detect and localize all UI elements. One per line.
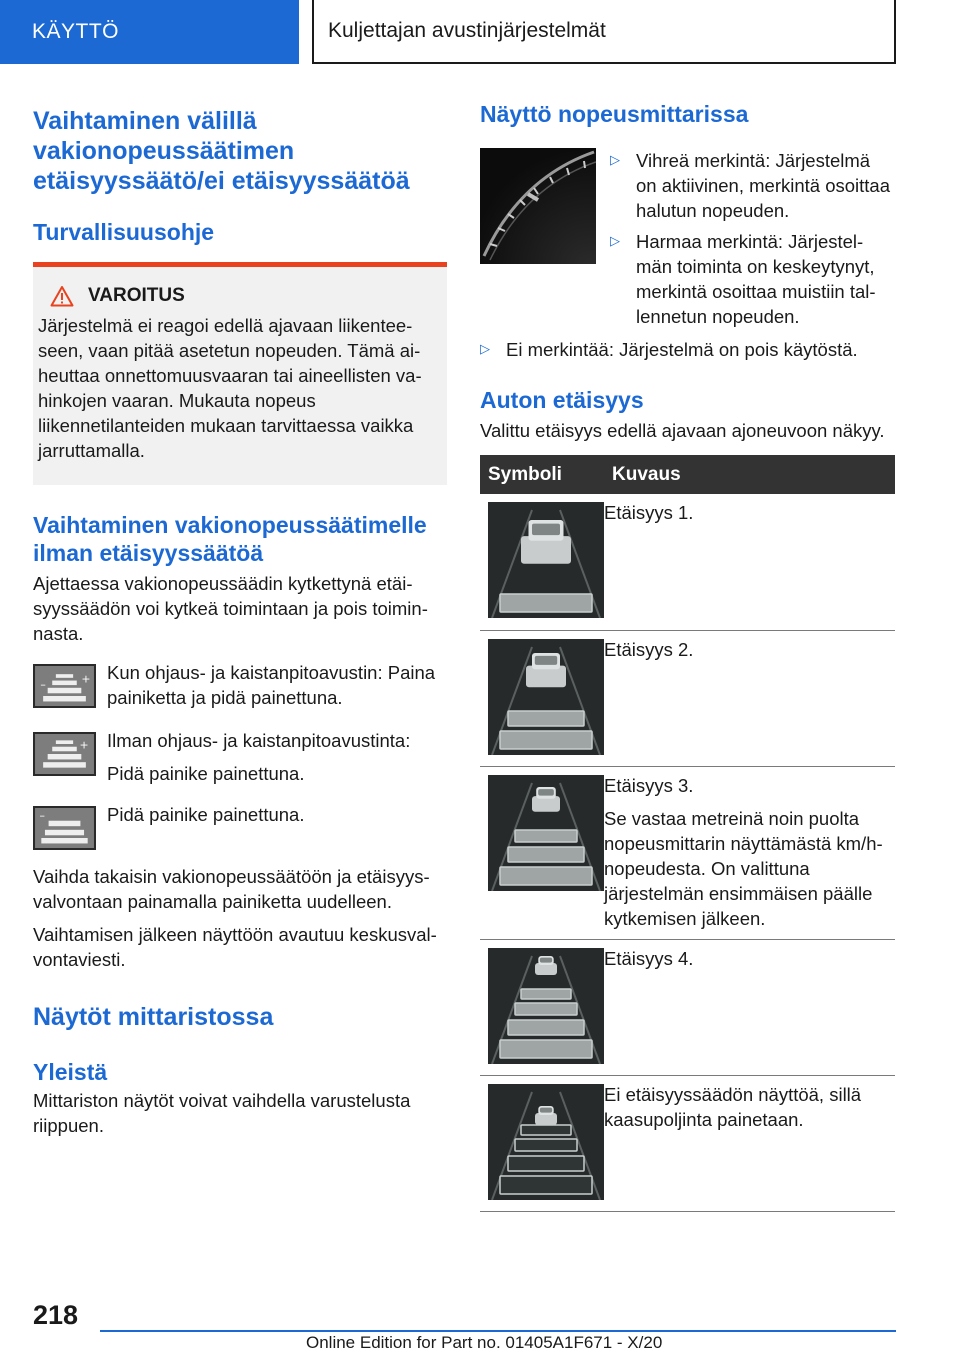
bullet-triangle-icon: ▷ — [610, 152, 620, 167]
description-line: Etäisyys 2. — [604, 638, 694, 660]
warning-title: VAROITUS — [88, 285, 185, 306]
bullet-triangle-icon: ▷ — [480, 341, 490, 356]
section-tab[interactable]: KÄYTTÖ — [0, 0, 299, 64]
intro-text: Ajettaessa vakionopeussäädin kytkettynä etäi-syyssäädön voi kytkeä toimintaan ja pois toimin-nasta. — [33, 573, 428, 644]
svg-text:+: + — [81, 672, 91, 686]
distance-symbol-image — [488, 1084, 604, 1200]
heading-switch-cruise: Vaihtaminen välillä vakionopeussäätimen etäisyyssäätö/ei etäisyyssäätöä — [33, 107, 410, 195]
svg-text:+: + — [79, 738, 89, 752]
distance-symbol-image — [488, 948, 604, 1064]
description-line: Etäisyys 3. — [604, 774, 694, 796]
distance-table — [480, 455, 895, 1212]
right-column — [480, 100, 895, 1212]
symbol-cell — [480, 766, 604, 939]
warning-text: Järjestelmä ei reagoi edellä ajavaan liikentee-seen, vaan pitää asetetun nopeuden. Tämä ai-heuttaa onnettomuusvaaran tai aineellisten va-hinkojen vaaran. Mukauta nopeus liikennetilanteiden mukaan tarvittaessa vaikka jarruttamalla. — [38, 315, 422, 461]
bullet-grey-text: Harmaa merkintä: Järjestel-män toiminta on keskeytynyt, merkintä osoittaa muistiin tal-lennetun nopeuden. — [636, 231, 876, 327]
speedometer-display-row — [480, 148, 895, 329]
heading-cluster-displays: Näytöt mittaristossa — [33, 1003, 274, 1031]
after-switch-text: Vaihtamisen jälkeen näyttöön avautuu keskusval-vontaviesti. — [33, 924, 437, 970]
footer-rule — [100, 1330, 896, 1332]
heading-car-distance: Auton etäisyys — [480, 387, 644, 413]
heading-safety: Turvallisuusohje — [33, 219, 215, 245]
distance-button-icon[interactable] — [33, 806, 96, 850]
button-row-2-text — [107, 728, 447, 786]
warning-triangle-icon — [50, 285, 74, 307]
warning-header — [38, 285, 447, 307]
description-line: Etäisyys 1. — [604, 502, 694, 523]
button-row-2-line-1: Ilman ohjaus- ja kaistanpitoavustinta: — [107, 730, 411, 751]
description-line: Etäisyys 4. — [604, 947, 694, 969]
bullet-grey-marker — [610, 229, 895, 329]
symbol-cell — [480, 939, 604, 1075]
table-row — [480, 630, 895, 766]
symbol-cell — [480, 630, 604, 766]
chapter-title: Kuljettajan avustinjärjestelmät — [312, 0, 896, 64]
description-cell — [604, 630, 895, 766]
table-header-row — [480, 455, 895, 494]
speedometer-bullets — [610, 148, 895, 329]
edition-text: Online Edition for Part no. 01405A1F671 - X/20 — [306, 1333, 663, 1352]
button-row-1 — [33, 660, 447, 710]
speedometer-image — [480, 148, 596, 264]
distance-symbol-image — [488, 775, 604, 891]
left-column — [33, 106, 447, 1138]
table-row — [480, 1075, 895, 1211]
button-row-3-text: Pidä painike painettuna. — [107, 804, 305, 825]
description-line: Se vastaa metreinä noin puolta nopeusmittarin näyttämästä km/h-nopeudesta. On valittuna järjestelmän ensimmäisen päälle kytkemisen jälkeen. — [604, 807, 883, 929]
column-header-description: Kuvaus — [604, 455, 895, 494]
distance-symbol-image — [488, 639, 604, 755]
description-cell — [604, 494, 895, 630]
description-cell — [604, 766, 895, 939]
bullet-green-marker — [610, 148, 895, 223]
button-row-2-line-2: Pidä painike painettuna. — [107, 763, 305, 784]
bullet-no-marker-text: Ei merkintää: Järjestelmä on pois käytöstä. — [506, 339, 858, 360]
distance-button-icon[interactable] — [33, 664, 96, 708]
heading-switch-no-distance: Vaihtaminen vakionopeussäätimelle ilman etäisyyssäätöä — [33, 512, 427, 566]
table-row — [480, 939, 895, 1075]
warning-box — [33, 262, 447, 485]
table-row — [480, 766, 895, 939]
distance-button-icon[interactable] — [33, 732, 96, 776]
description-cell — [604, 1075, 895, 1211]
switch-back-text: Vaihda takaisin vakionopeussäätöön ja etäisyys-valvontaan painamalla painiketta uudelleen. — [33, 866, 430, 912]
bullet-triangle-icon: ▷ — [610, 233, 620, 248]
general-text: Mittariston näytöt voivat vaihdella varustelusta riippuen. — [33, 1090, 411, 1136]
distance-symbol-image — [488, 502, 604, 618]
symbol-cell — [480, 494, 604, 630]
column-header-symbol: Symboli — [480, 455, 604, 494]
button-row-3 — [33, 802, 447, 850]
heading-general: Yleistä — [33, 1059, 108, 1085]
heading-speedometer-display: Näyttö nopeusmittarissa — [480, 101, 749, 127]
bullet-no-marker — [480, 337, 895, 362]
description-line: Ei etäisyyssäädön näyttöä, sillä kaasupoljinta painetaan. — [604, 1083, 862, 1130]
description-cell — [604, 939, 895, 1075]
svg-text:–: – — [40, 677, 46, 691]
page-number: 218 — [33, 1300, 79, 1330]
svg-text:–: – — [39, 808, 45, 822]
bullet-green-text: Vihreä merkintä: Järjestelmä on aktiivinen, merkintä osoittaa halutun nopeuden. — [636, 150, 890, 221]
distance-intro: Valittu etäisyys edellä ajavaan ajoneuvoon näkyy. — [480, 420, 885, 441]
button-row-1-text: Kun ohjaus- ja kaistanpitoavustin: Paina painiketta ja pidä painettuna. — [107, 662, 436, 708]
button-row-2 — [33, 728, 447, 786]
table-row — [480, 494, 895, 630]
symbol-cell — [480, 1075, 604, 1211]
